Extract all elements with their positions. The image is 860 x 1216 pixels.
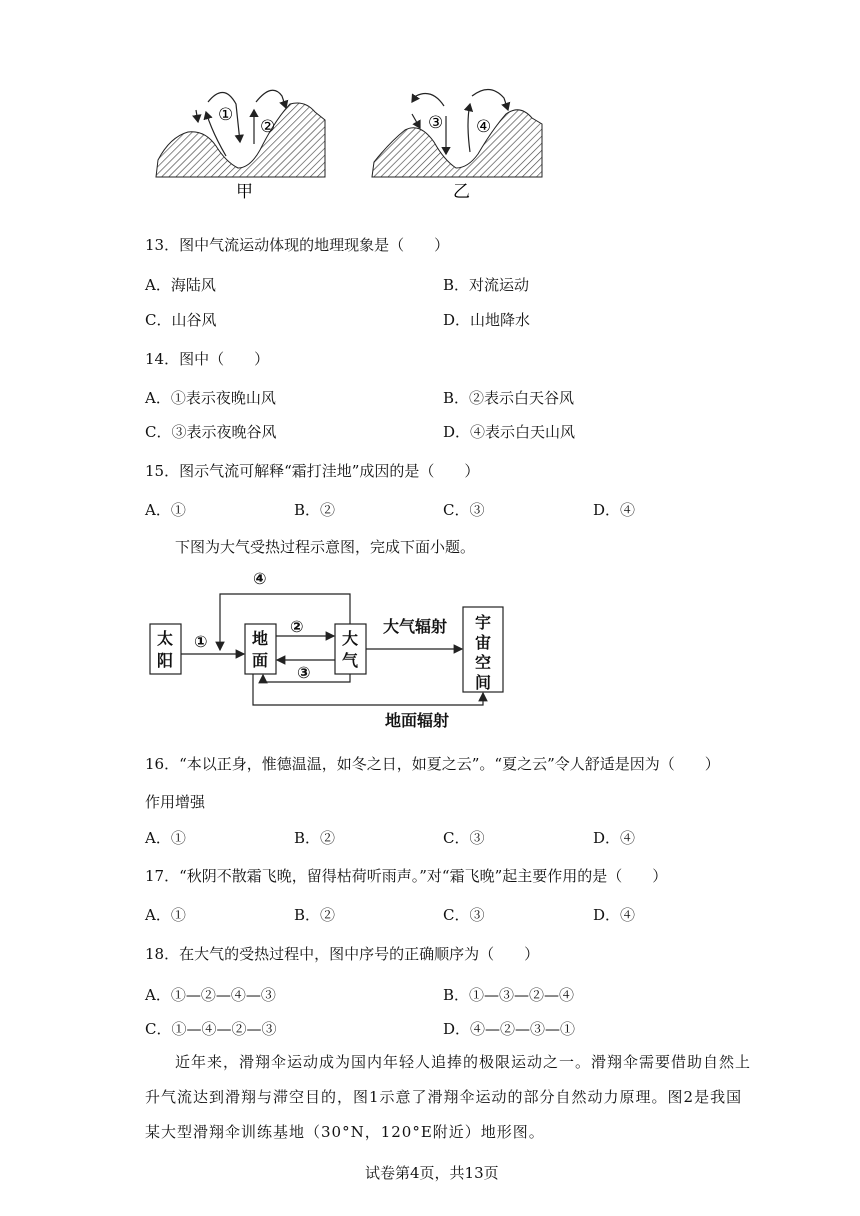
circle-1: ① — [218, 105, 234, 125]
circle-4: ④ — [476, 117, 492, 137]
valley-wind-figure — [150, 82, 550, 207]
label-ground-radiation: 地面辐射 — [385, 711, 450, 730]
atmo-char-2: 气 — [342, 651, 359, 670]
q13-option-b[interactable]: B．对流运动 — [443, 276, 530, 294]
q13-option-d[interactable]: D．山地降水 — [443, 311, 531, 329]
q16-option-d[interactable]: D．④ — [593, 829, 636, 847]
q13-stem: 13．图中气流运动体现的地理现象是（ ） — [145, 236, 450, 254]
q16-option-a[interactable]: A．① — [145, 829, 186, 847]
atmo-char-1: 大 — [342, 629, 359, 648]
num-4: ④ — [253, 569, 267, 588]
q18-option-a[interactable]: A．①—②—④—③ — [145, 986, 276, 1004]
atmosphere-heating-diagram — [145, 562, 525, 742]
passage-line-1: 近年来，滑翔伞运动成为国内年轻人追捧的极限运动之一。滑翔伞需要借助自然上 — [175, 1053, 752, 1071]
q14-option-c[interactable]: C．③表示夜晚谷风 — [145, 423, 277, 441]
q15-stem: 15．图示气流可解释“霜打洼地”成因的是（ ） — [145, 462, 480, 480]
q13-option-c[interactable]: C．山谷风 — [145, 311, 217, 329]
ground-char-1: 地 — [252, 629, 269, 648]
q17-option-a[interactable]: A．① — [145, 906, 186, 924]
page-footer: 试卷第4页，共13页 — [365, 1164, 499, 1182]
space-char-2: 宙 — [475, 633, 492, 652]
q17-option-d[interactable]: D．④ — [593, 906, 636, 924]
label-yi: 乙 — [453, 182, 470, 202]
q18-option-c[interactable]: C．①—④—②—③ — [145, 1020, 277, 1038]
q13-option-a[interactable]: A．海陆风 — [145, 276, 216, 294]
q14-option-a[interactable]: A．①表示夜晚山风 — [145, 389, 276, 407]
q14-option-d[interactable]: D．④表示白天山风 — [443, 423, 576, 441]
terrain-jia — [156, 103, 325, 177]
space-char-4: 间 — [475, 673, 492, 692]
q15-option-b[interactable]: B．② — [294, 501, 336, 519]
q16-option-c[interactable]: C．③ — [443, 829, 485, 847]
num-3: ③ — [297, 663, 311, 682]
q17-option-c[interactable]: C．③ — [443, 906, 485, 924]
space-char-1: 宇 — [475, 613, 492, 632]
q15-option-c[interactable]: C．③ — [443, 501, 485, 519]
num-1: ① — [194, 632, 208, 651]
q16-option-b[interactable]: B．② — [294, 829, 336, 847]
passage-line-2: 升气流达到滑翔与滞空目的，图1示意了滑翔伞运动的部分自然动力原理。图2是我国 — [145, 1088, 743, 1106]
q15-option-a[interactable]: A．① — [145, 501, 186, 519]
q17-stem: 17．“秋阴不散霜飞晚，留得枯荷听雨声。”对“霜飞晚”起主要作用的是（ ） — [145, 867, 668, 885]
circle-2: ② — [260, 117, 276, 137]
q15-option-d[interactable]: D．④ — [593, 501, 636, 519]
num-2: ② — [290, 617, 304, 636]
q16-stem-cont: 作用增强 — [145, 793, 206, 811]
q18-option-d[interactable]: D．④—②—③—① — [443, 1020, 576, 1038]
circle-3: ③ — [428, 113, 444, 133]
space-char-3: 空 — [475, 653, 492, 672]
sun-char-2: 阳 — [157, 651, 174, 670]
q14-option-b[interactable]: B．②表示白天谷风 — [443, 389, 575, 407]
ground-char-2: 面 — [252, 651, 269, 670]
label-jia: 甲 — [236, 182, 253, 202]
passage-line-3: 某大型滑翔伞训练基地（30°N，120°E附近）地形图。 — [145, 1123, 545, 1141]
terrain-yi — [372, 110, 542, 177]
arrow-4 — [220, 594, 350, 650]
q18-stem: 18．在大气的受热过程中，图中序号的正确顺序为（ ） — [145, 945, 540, 963]
label-atmo-radiation: 大气辐射 — [383, 617, 448, 636]
sun-char-1: 太 — [157, 629, 174, 648]
intro-atmosphere-heating: 下图为大气受热过程示意图，完成下面小题。 — [175, 538, 476, 556]
q16-stem: 16．“本以正身，惟德温温，如冬之日，如夏之云”。“夏之云”令人舒适是因为（ ） — [145, 755, 720, 773]
q18-option-b[interactable]: B．①—③—②—④ — [443, 986, 575, 1004]
arrow-ground-radiation — [253, 674, 483, 705]
q17-option-b[interactable]: B．② — [294, 906, 336, 924]
q14-stem: 14．图中（ ） — [145, 350, 270, 368]
